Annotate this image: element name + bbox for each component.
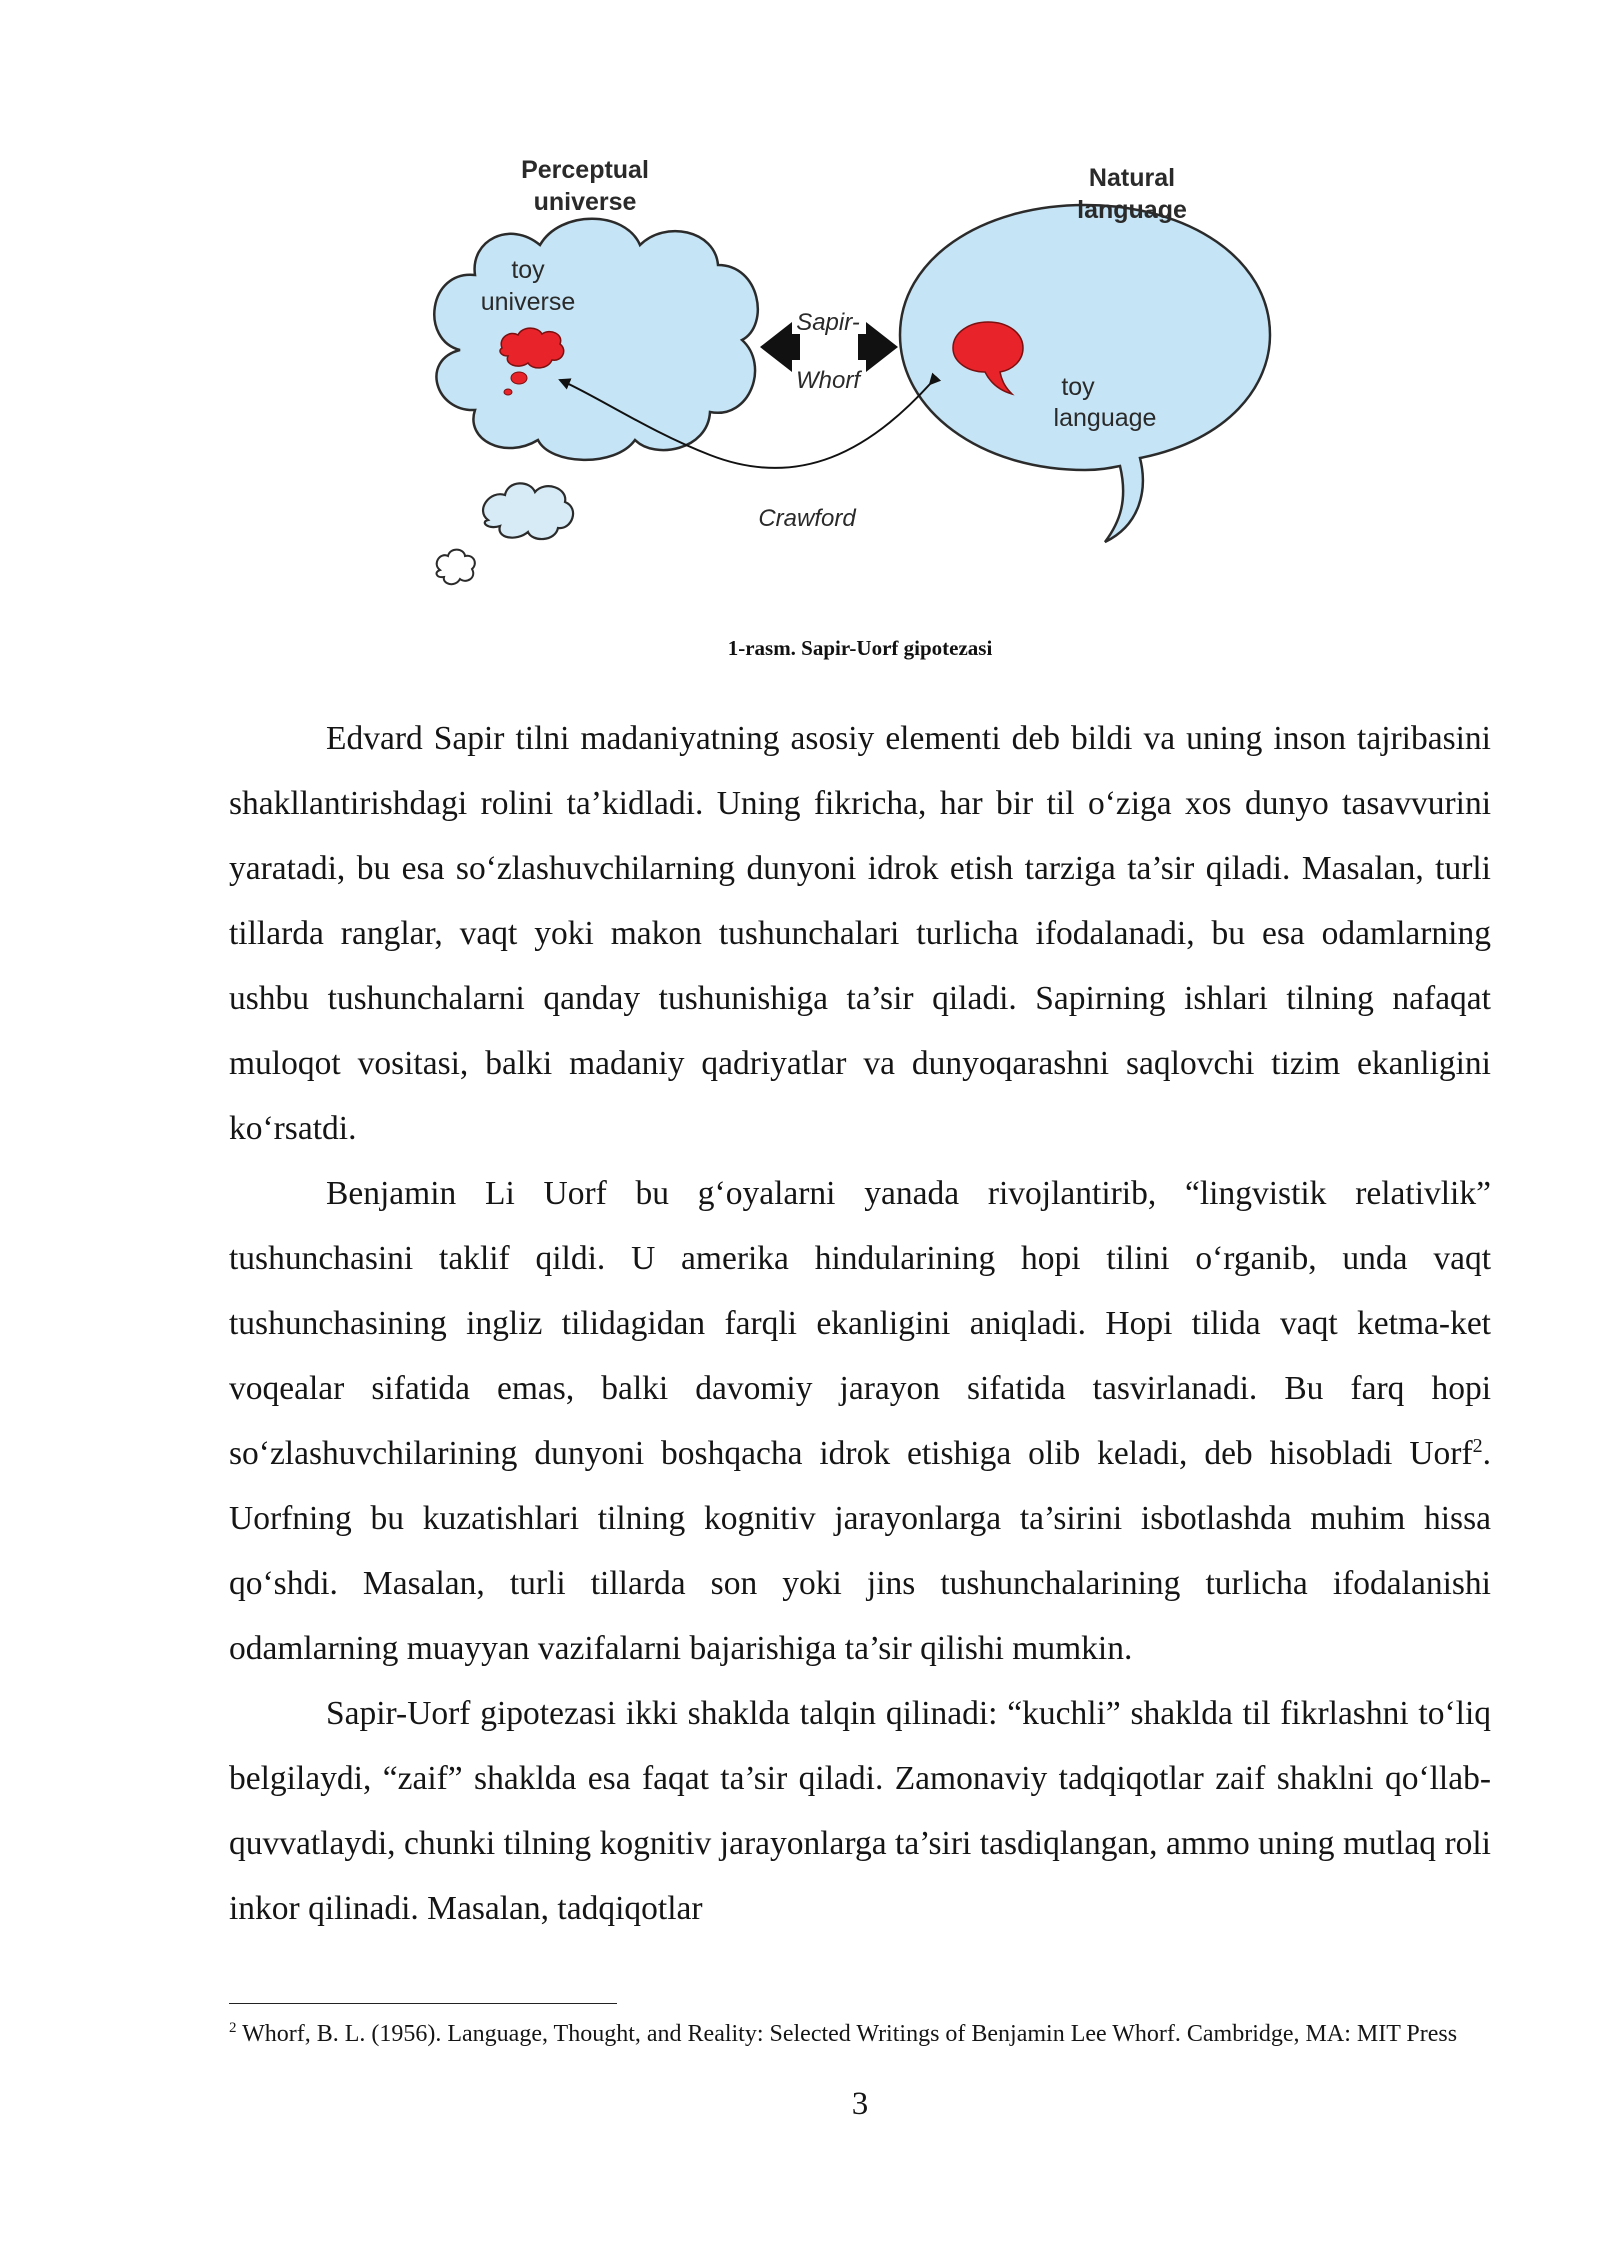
toy-universe-red-dot-2 xyxy=(504,389,512,395)
whorf-label: Whorf xyxy=(795,367,861,394)
toy-language-label-line-2: language xyxy=(1053,404,1157,432)
toy-language-label-line-1: toy xyxy=(1061,373,1095,401)
toy-universe-red-dot-1 xyxy=(511,372,527,384)
figure-caption: 1-rasm. Sapir-Uorf gipotezasi xyxy=(727,636,993,660)
perceptual-universe-cloud xyxy=(434,219,757,460)
toy-universe-label-line-2: universe xyxy=(480,288,576,316)
sapir-whorf-diagram xyxy=(420,150,1340,620)
body-text xyxy=(229,706,1491,1941)
footnote-text: Whorf, B. L. (1956). Language, Thought, and Reality: Selected Writings of Benjamin Lee Whorf. Cambridge, MA: MIT Press xyxy=(242,2021,1458,2047)
crawford-label: Crawford xyxy=(758,505,856,532)
tiny-thought-cloud xyxy=(437,550,475,585)
sapir-whorf-figure xyxy=(420,150,1340,620)
footnote-number: 2 xyxy=(229,2020,237,2036)
perceptual-universe-label-line-2: universe xyxy=(533,188,637,216)
sapir-label: Sapir- xyxy=(796,309,860,336)
perceptual-universe-label-line-1: Perceptual xyxy=(521,156,649,184)
paragraph-2-text-before: Benjamin Li Uorf bu g‘oyalarni yanada rivojlantirib, “lingvistik relativlik” tushunchasini taklif qildi. U amerika hindularining hopi tilini o‘rganib, unda vaqt tushunchasining ingliz tilidagidan farqli ekanligini aniqladi. Hopi tilida vaqt ketma-ket voqealar sifatida emas, balki davomiy jarayon sifatida tasvirlanadi. Bu farq hopi so‘zlashuvchilarining dunyoni boshqacha idrok etishiga olib keladi, deb hisobladi Uorf xyxy=(229,1175,1491,1472)
footnote xyxy=(229,2018,1491,2050)
natural-language-label-line-1: Natural xyxy=(1088,164,1176,192)
paragraph-2-text-after: . Uorfning bu kuzatishlari tilning kognitiv jarayonlarga ta’sirini isbotlashda muhim hissa qo‘shdi. Masalan, turli tillarda son yoki jins tushunchalarining turlicha ifodalanishi odamlarning muayyan vazifalarni bajarishiga ta’sir qilishi mumkin. xyxy=(229,1435,1491,1667)
toy-universe-label-line-1: toy xyxy=(511,256,545,284)
paragraph-3: Sapir-Uorf gipotezasi ikki shaklda talqin qilinadi: “kuchli” shaklda til fikrlashni to‘liq belgilaydi, “zaif” shaklda esa faqat ta’sir qiladi. Zamonaviy tadqiqotlar zaif shaklni qo‘llab-quvvatlaydi, chunki tilning kognitiv jarayonlarga ta’siri tasdiqlangan, ammo uning mutlaq roli inkor qilinadi. Masalan, tadqiqotlar xyxy=(229,1695,1491,1927)
footnote-reference[interactable]: 2 xyxy=(1472,1434,1483,1457)
natural-language-label-line-2: language xyxy=(1077,196,1187,224)
paragraph-1: Edvard Sapir tilni madaniyatning asosiy elementi deb bildi va uning inson tajribasini shakllantirishdagi rolini ta’kidladi. Uning fikricha, har bir til o‘ziga xos dunyo tasavvurini yaratadi, bu esa so‘zlashuvchilarning dunyoni idrok etish tarziga ta’sir qiladi. Masalan, turli tillarda ranglar, vaqt yoki makon tushunchalari turlicha ifodalanadi, bu esa odamlarning ushbu tushunchalarni qanday tushunishiga ta’sir qiladi. Sapirning ishlari tilning nafaqat muloqot vositasi, balki madaniy qadriyatlar va dunyoqarashni saqlovchi tizim ekanligini ko‘rsatdi. xyxy=(229,720,1491,1147)
small-thought-cloud xyxy=(483,483,573,539)
page-number: 3 xyxy=(851,2086,869,2122)
footnote-divider xyxy=(229,2003,617,2004)
paragraph-2 xyxy=(229,1161,1491,1681)
